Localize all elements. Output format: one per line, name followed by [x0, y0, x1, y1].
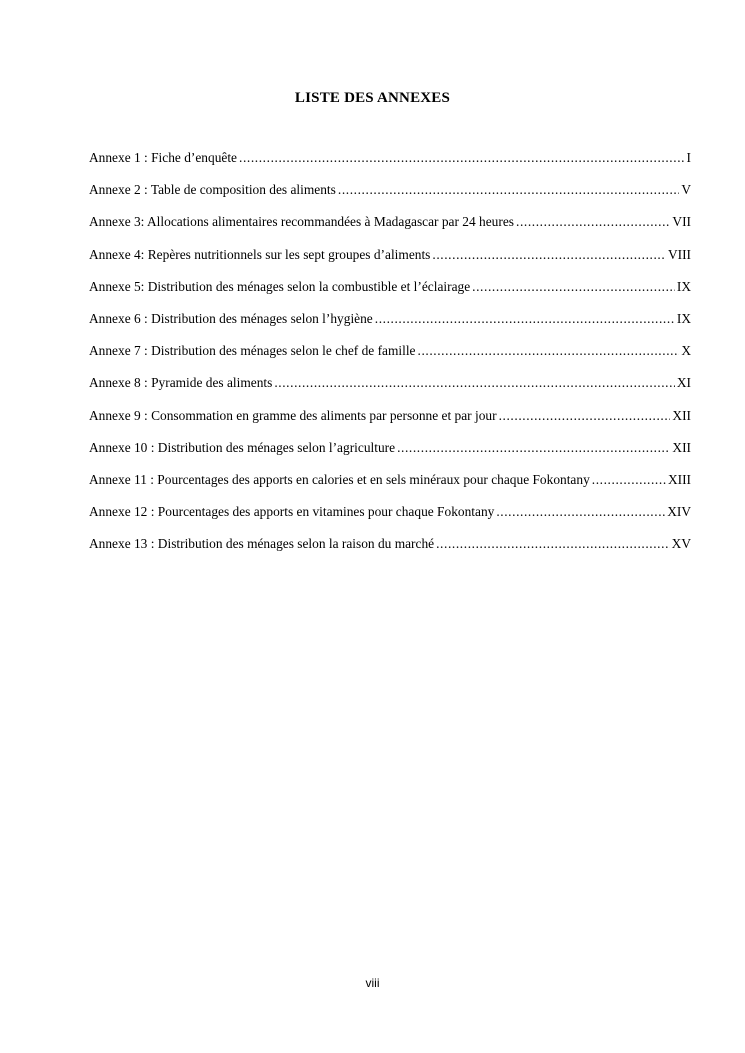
page-title: LISTE DES ANNEXES — [294, 90, 451, 106]
toc-entry-page: XIV — [667, 504, 691, 520]
toc-entry-page: VII — [672, 214, 691, 230]
dot-leader — [239, 150, 685, 166]
toc-entry-annexe-3[interactable] — [89, 214, 691, 246]
toc-entry-annexe-11[interactable] — [89, 472, 691, 504]
toc-entry-annexe-5[interactable] — [89, 279, 691, 311]
dot-leader — [432, 247, 666, 263]
toc-entry-page: IX — [676, 310, 691, 326]
dot-leader — [418, 343, 680, 359]
page-number: viii — [365, 976, 380, 990]
toc-entry-annexe-12[interactable] — [89, 504, 691, 536]
toc-entry-annexe-10[interactable] — [89, 440, 691, 472]
toc-entry-annexe-1[interactable] — [89, 150, 691, 182]
toc-entry-annexe-4[interactable] — [89, 247, 691, 279]
toc-entry-label: Annexe 4: Repères nutritionnels sur les sept groupes d’aliments — [89, 246, 431, 262]
dot-leader — [472, 279, 675, 295]
dot-leader — [274, 375, 675, 391]
annex-list — [89, 150, 691, 568]
toc-entry-label: Annexe 6 : Distribution des ménages selon l’hygiène — [89, 310, 373, 326]
toc-entry-annexe-2[interactable] — [89, 182, 691, 214]
toc-entry-label: Annexe 5: Distribution des ménages selon la combustible et l’éclairage — [89, 278, 471, 294]
toc-entry-page: V — [681, 182, 691, 198]
toc-entry-page: XII — [672, 439, 691, 455]
toc-entry-page: X — [681, 343, 691, 359]
dot-leader — [397, 440, 670, 456]
dot-leader — [375, 311, 675, 327]
toc-entry-page: XV — [671, 536, 691, 552]
toc-entry-annexe-8[interactable] — [89, 375, 691, 407]
toc-entry-label: Annexe 8 : Pyramide des aliments — [89, 375, 273, 391]
toc-entry-page: XI — [676, 375, 691, 391]
toc-entry-label: Annexe 11 : Pourcentages des apports en calories et en sels minéraux pour chaque Fokontany — [89, 471, 590, 487]
dot-leader — [496, 504, 665, 520]
toc-entry-label: Annexe 2 : Table de composition des aliments — [89, 182, 336, 198]
toc-entry-label: Annexe 12 : Pourcentages des apports en vitamines pour chaque Fokontany — [89, 504, 495, 520]
dot-leader — [436, 536, 670, 552]
toc-entry-label: Annexe 10 : Distribution des ménages selon l’agriculture — [89, 439, 396, 455]
toc-entry-page: VIII — [667, 246, 691, 262]
dot-leader — [516, 214, 670, 230]
toc-entry-page: XII — [672, 407, 691, 423]
toc-entry-annexe-6[interactable] — [89, 311, 691, 343]
toc-entry-label: Annexe 9 : Consommation en gramme des aliments par personne et par jour — [89, 407, 497, 423]
toc-entry-page: I — [686, 150, 691, 165]
toc-entry-label: Annexe 13 : Distribution des ménages selon la raison du marché — [89, 536, 435, 552]
toc-entry-page: XIII — [667, 471, 691, 487]
toc-entry-label: Annexe 7 : Distribution des ménages selon le chef de famille — [89, 343, 416, 359]
dot-leader — [338, 182, 679, 198]
dot-leader — [499, 408, 671, 424]
toc-entry-annexe-7[interactable] — [89, 343, 691, 375]
toc-entry-annexe-13[interactable] — [89, 536, 691, 568]
dot-leader — [592, 472, 666, 488]
toc-entry-label: Annexe 1 : Fiche d’enquête — [89, 150, 237, 165]
toc-entry-page: IX — [676, 278, 691, 294]
toc-entry-label: Annexe 3: Allocations alimentaires recommandées à Madagascar par 24 heures — [89, 214, 514, 230]
toc-entry-annexe-9[interactable] — [89, 408, 691, 440]
